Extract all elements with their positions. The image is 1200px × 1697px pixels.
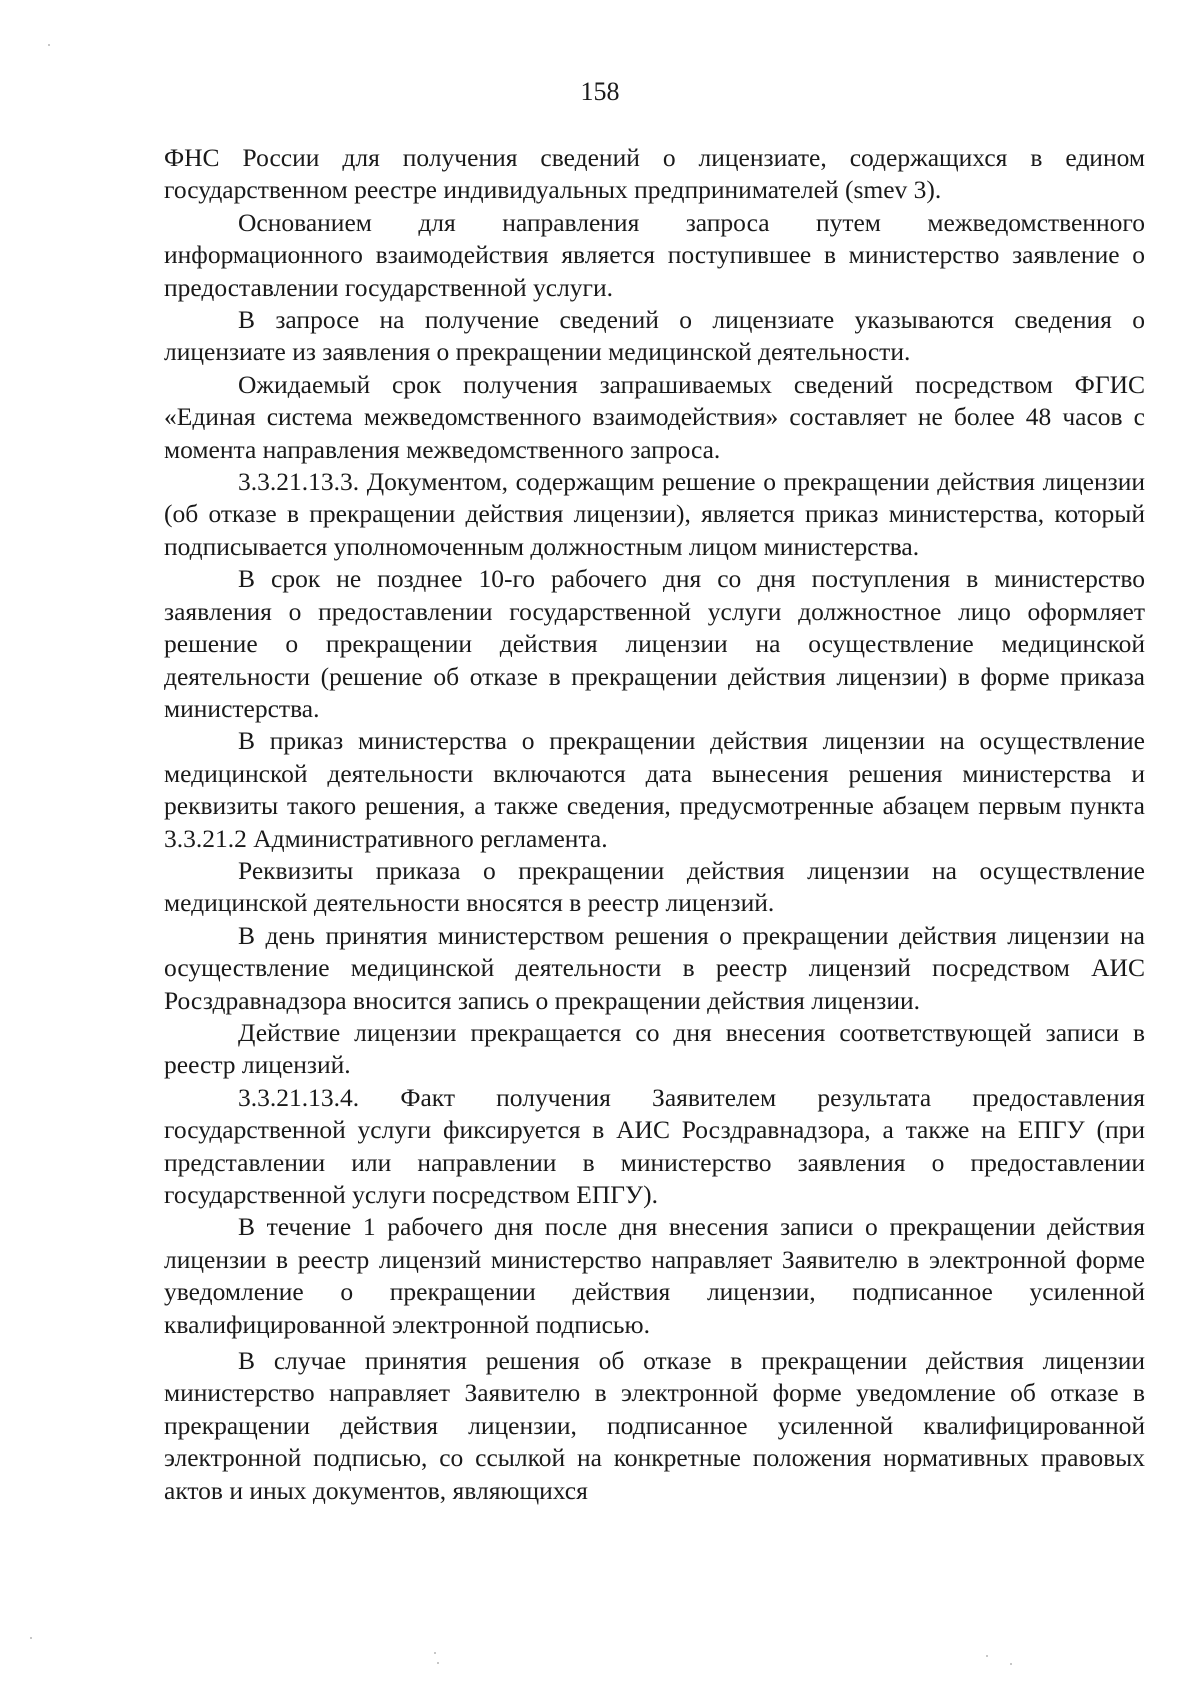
paragraph: Реквизиты приказа о прекращении действия лицензии на осуществление медицинской деятельности вносятся в реестр лицензий.: [164, 855, 1145, 918]
scan-speck: [48, 44, 50, 46]
paragraph: В срок не позднее 10-го рабочего дня со дня поступления в министерство заявления о предоставлении государственной услуги должностное лицо оформляет решение о прекращении действия лицензии на осуществление медицинской деятельности (решение об отказе в прекращении действия лицензии) в форме приказа министерства.: [164, 564, 1145, 723]
paragraph: ФНС России для получения сведений о лицензиате, содержащихся в едином государственном реестре индивидуальных предпринимателей (smev 3).: [164, 143, 1145, 205]
scan-speck: [30, 1637, 32, 1639]
scan-speck: [986, 1655, 988, 1657]
paragraph: В приказ министерства о прекращении действия лицензии на осуществление медицинской деятельности включаются дата вынесения решения министерства и реквизиты такого решения, а также сведения, предусмотренные абзацем первым пункта 3.3.21.2 Административного регламента.: [164, 726, 1145, 853]
paragraph: В течение 1 рабочего дня после дня внесения записи о прекращении действия лицензии в реестр лицензий министерство направляет Заявителю в электронной форме уведомление о прекращении действия лицензии, подписанное усиленной квалифицированной электронной подписью.: [164, 1212, 1145, 1339]
scan-speck: [1010, 1663, 1012, 1665]
document-body: [164, 142, 1145, 1507]
paragraph: В день принятия министерством решения о прекращении действия лицензии на осуществление медицинской деятельности в реестр лицензий посредством АИС Росздравнадзора вносится запись о прекращении действия лицензии.: [164, 920, 1145, 1015]
scan-speck: [437, 1662, 439, 1664]
scan-speck: [434, 1652, 436, 1654]
paragraph: Основанием для направления запроса путем межведомственного информационного взаимодействия является поступившее в министерство заявление о предоставлении государственной услуги.: [164, 207, 1145, 302]
paragraph: 3.3.21.13.3. Документом, содержащим решение о прекращении действия лицензии (об отказе в прекращении действия лицензии), является приказ министерства, который подписывается уполномоченным должностным лицом министерства.: [164, 467, 1145, 561]
paragraph: В запросе на получение сведений о лицензиате указываются сведения о лицензиате из заявления о прекращении медицинской деятельности.: [164, 305, 1145, 367]
paragraph: 3.3.21.13.4. Факт получения Заявителем результата предоставления государственной услуги фиксируется в АИС Росздравнадзора, а также на ЕПГУ (при представлении или направлении в министерство заявления о предоставлении государственной услуги посредством ЕПГУ).: [164, 1082, 1145, 1209]
page-number: 158: [580, 77, 620, 106]
paragraph: Действие лицензии прекращается со дня внесения соответствующей записи в реестр лицензий.: [164, 1017, 1145, 1080]
paragraph: В случае принятия решения об отказе в прекращении действия лицензии министерство направляет Заявителю в электронной форме уведомление об отказе в прекращении действия лицензии, подписанное усиленной квалифицированной электронной подписью, со ссылкой на конкретные положения нормативных правовых актов и иных документов, являющихся: [164, 1346, 1145, 1505]
paragraph: Ожидаемый срок получения запрашиваемых сведений посредством ФГИС «Единая система межведомственного взаимодействия» составляет не более 48 часов с момента направления межведомственного запроса.: [164, 369, 1145, 464]
